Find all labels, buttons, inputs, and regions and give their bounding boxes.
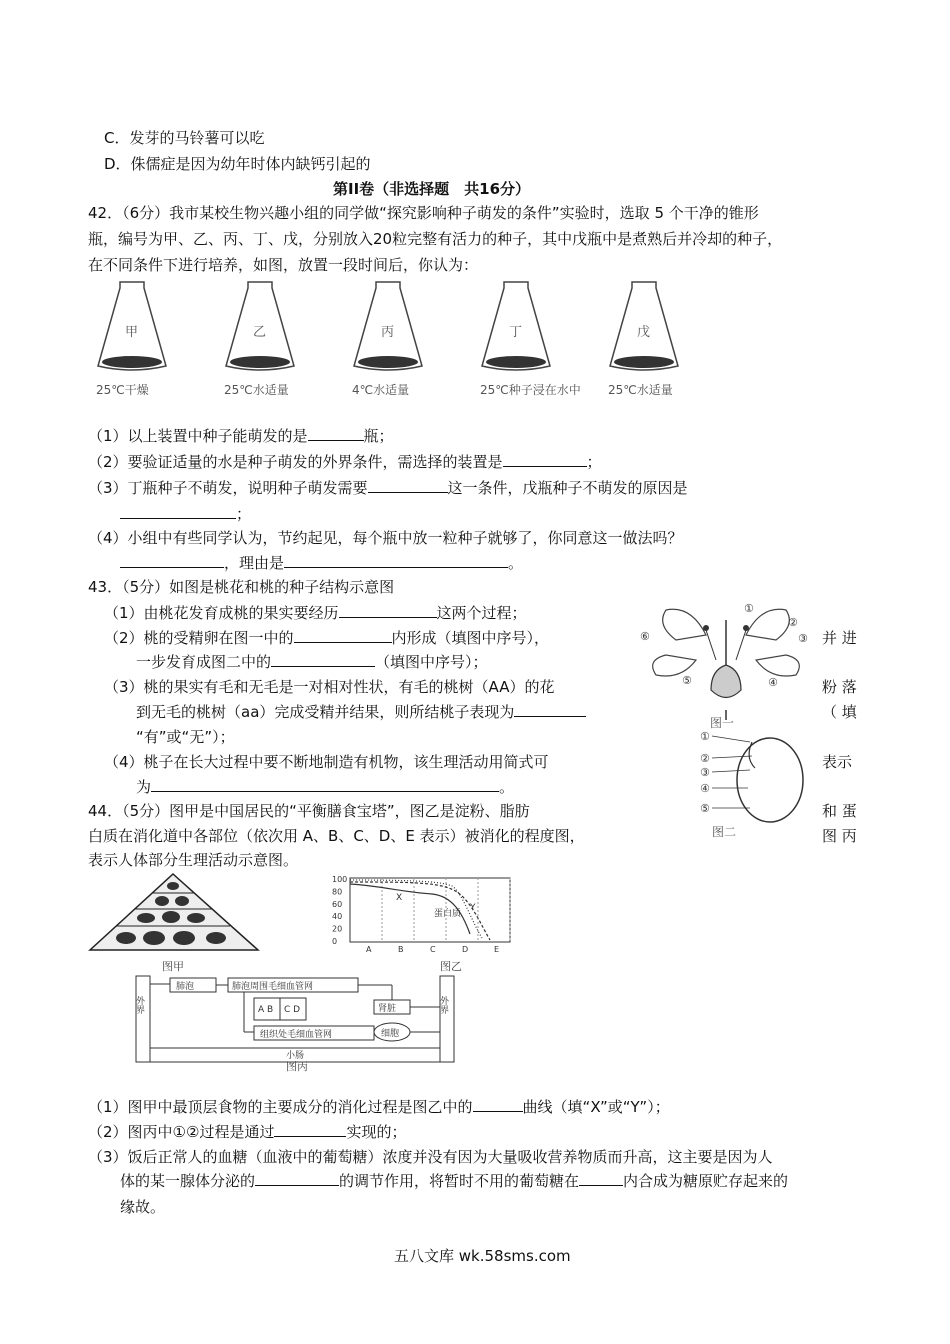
q42-s2: （2）要验证适量的水是种子萌发的外界条件，需选择的装置是 ； <box>88 453 602 471</box>
flask-caption: 25℃干燥 <box>96 383 149 397</box>
answer-blank[interactable] <box>271 652 375 667</box>
x-tick-label: A <box>366 945 372 954</box>
q43-s3: （3）桃的果实有毛和无毛是一对相对性状，有毛的桃树（AA）的花 <box>104 678 555 696</box>
x-tick-label: B <box>398 945 404 954</box>
flask-name: 丙 <box>381 325 395 340</box>
q43-s3-cont2: “有”或“无”）； <box>136 728 235 746</box>
q42-s1: （1）以上装置中种子能萌发的是 瓶； <box>88 427 394 445</box>
answer-blank[interactable] <box>514 702 586 717</box>
flask-caption: 25℃水适量 <box>608 383 673 397</box>
y-tick-label: 40 <box>332 912 343 922</box>
q44-line1: 44．（5分）图甲是中国居民的“平衡膳食宝塔”，图乙是淀粉、脂肪 <box>88 802 530 820</box>
q44-s3: （3）饭后正常人的血糖（血液中的葡萄糖）浓度并没有因为大量吸收营养物质而升高，这主要是因为人 <box>88 1148 773 1166</box>
q44-s1: （1）图甲中最顶层食物的主要成分的消化过程是图乙中的 曲线（填“X”或“Y”）； <box>88 1098 670 1116</box>
answer-blank[interactable] <box>274 1122 346 1137</box>
answer-blank[interactable] <box>339 603 437 618</box>
curve-x-label: X <box>396 893 403 903</box>
q42-line2: 瓶，编号为甲、乙、丙、丁、戊，分别放入20粒完整有活力的种子，其中戊瓶中是煮熟后并冷却的种子， <box>88 230 783 248</box>
outside-right: 外界 <box>438 996 448 1014</box>
peach-seed-diagram <box>700 728 820 828</box>
seeds <box>102 356 162 368</box>
fig2-label-4: ④ <box>700 782 710 795</box>
y-tick-label: 0 <box>332 937 338 946</box>
flask-name: 甲 <box>125 325 139 340</box>
answer-blank[interactable] <box>368 478 448 493</box>
q44-line2: 白质在消化道中各部位（依次用 A、B、C、D、E 表示）被消化的程度图， <box>88 827 585 845</box>
fig-bing-caption: 图丙 <box>286 1060 308 1073</box>
q44-line1-right: 和 蛋 <box>822 802 857 820</box>
flask-caption: 25℃水适量 <box>224 383 289 397</box>
y-tick-label: 20 <box>332 924 343 934</box>
fig1-label-3: ③ <box>798 632 808 645</box>
fig1-caption: 图一 <box>710 716 735 730</box>
lung-box: 肺泡 <box>176 982 195 992</box>
heart-cd: C D <box>284 1005 301 1015</box>
fig2-label-3: ③ <box>700 766 710 779</box>
answer-blank[interactable] <box>120 553 224 568</box>
tissue-capillary-box: 组织处毛细血管网 <box>260 1030 333 1040</box>
seeds <box>358 356 418 368</box>
food-pyramid <box>86 870 261 960</box>
heart-ab: A B <box>258 1005 274 1015</box>
fig-yi-caption: 图乙 <box>440 960 462 973</box>
kidney-box: 肾脏 <box>378 1004 397 1014</box>
q42-s4-cont: ，理由是 。 <box>120 553 523 573</box>
flask-name: 乙 <box>253 325 267 340</box>
answer-blank[interactable] <box>284 553 508 568</box>
x-tick-label: D <box>462 945 469 954</box>
answer-blank[interactable] <box>294 628 392 643</box>
fig-jia-caption: 图甲 <box>162 960 184 973</box>
fig1-label-2: ② <box>788 616 798 629</box>
fig1-label-6: ⑥ <box>640 630 650 643</box>
q44-line3: 表示人体部分生理活动示意图。 <box>88 851 299 869</box>
lung-capillary-box: 肺泡周围毛细血管网 <box>232 982 314 992</box>
answer-blank[interactable] <box>579 1171 623 1186</box>
y-tick-label: 100 <box>332 875 348 884</box>
answer-blank[interactable] <box>503 452 587 467</box>
flask-caption: 4℃水适量 <box>352 383 410 397</box>
flask-3 <box>352 282 422 397</box>
q43-s3-cont: 到无毛的桃树（aa）完成受精并结果，则所结桃子表现为 <box>136 702 586 722</box>
fig1-label-4: ④ <box>768 676 778 689</box>
flask-1 <box>96 282 166 397</box>
q42-s3-cont: ； <box>120 504 251 524</box>
fig2-caption: 图二 <box>712 825 737 839</box>
q42-s3: （3）丁瓶种子不萌发，说明种子萌发需要 这一条件，戊瓶种子不萌发的原因是 <box>88 479 688 497</box>
flask-figure <box>88 276 728 406</box>
q44-s2: （2）图丙中①②过程是通过 实现的； <box>88 1123 407 1141</box>
q44-s3-cont2: 缘故。 <box>120 1198 166 1216</box>
y-tick-label: 60 <box>332 899 343 909</box>
q43-s4-right: 表示 <box>822 753 853 771</box>
answer-blank[interactable] <box>473 1097 523 1112</box>
answer-blank[interactable] <box>120 504 236 519</box>
footer: 五八文库 wk.58sms.com <box>394 1247 571 1265</box>
fig1-label-1: ① <box>744 602 754 615</box>
q42-line3: 在不同条件下进行培养，如图，放置一段时间后，你认为： <box>88 256 479 274</box>
flask-name: 丁 <box>509 325 523 340</box>
flask-4 <box>480 282 581 397</box>
section-title: 第II卷（非选择题 共16分） <box>333 180 531 198</box>
x-tick-label: C <box>430 945 436 954</box>
peach-flower-diagram <box>636 600 816 720</box>
q43-s4-cont: 为 。 <box>136 778 515 796</box>
seeds <box>614 356 674 368</box>
fig1-label-5: ⑤ <box>682 674 692 687</box>
option-d: D．侏儒症是因为幼年时体内缺钙引起的 <box>104 155 371 173</box>
fig2-label-2: ② <box>700 752 710 765</box>
protein-label: 蛋白质 <box>434 909 462 919</box>
q44-s3-cont: 体的某一腺体分泌的 的调节作用，将暂时不用的葡萄糖在 内合成为糖原贮存起来的 <box>120 1172 789 1190</box>
flask-caption: 25℃种子浸在水中 <box>480 383 581 397</box>
x-tick-label: E <box>494 945 500 954</box>
q43-s4: （4）桃子在长大过程中要不断地制造有机物，该生理活动用简式可 <box>104 753 549 771</box>
q42-s4: （4）小组中有些同学认为，节约起见，每个瓶中放一粒种子就够了，你同意这一做法吗？ <box>88 529 683 547</box>
outside-left: 外界 <box>134 996 144 1014</box>
answer-blank[interactable] <box>151 777 499 792</box>
q43-title: 43．（5分）如图是桃花和桃的种子结构示意图 <box>88 578 395 596</box>
q43-s2-right: 并 进 <box>822 629 857 647</box>
q44-line2-right: 图 丙 <box>822 827 857 845</box>
fig2-label-1: ① <box>700 730 710 743</box>
q43-s1: （1）由桃花发育成桃的果实要经历 这两个过程； <box>104 604 527 622</box>
y-tick-label: 80 <box>332 887 343 897</box>
intestine-label: 小肠 <box>286 1051 305 1061</box>
answer-blank[interactable] <box>308 426 364 441</box>
seeds <box>230 356 290 368</box>
q42-line1: 42．（6分）我市某校生物兴趣小组的同学做“探究影响种子萌发的条件”实验时，选取 5 个干净的锥形 <box>88 204 759 222</box>
flask-name: 戊 <box>637 325 651 340</box>
seeds <box>486 356 546 368</box>
digestion-chart <box>322 872 518 968</box>
q43-s2: （2）桃的受精卵在图一中的 内形成（填图中序号）， <box>104 629 550 647</box>
answer-blank[interactable] <box>255 1171 339 1186</box>
curve-y-label: Y <box>470 903 476 913</box>
cell-box: 细胞 <box>381 1029 400 1039</box>
q43-s3-right: 粉 落 <box>822 678 857 696</box>
q43-s3-right2: （ 填 <box>822 703 857 721</box>
flask-2 <box>224 282 294 397</box>
option-c: C．发芽的马铃薯可以吃 <box>104 129 265 147</box>
q43-s2-cont: 一步发育成图二中的 （填图中序号）； <box>136 653 488 671</box>
flask-5 <box>608 282 678 397</box>
fig2-label-5: ⑤ <box>700 802 710 815</box>
